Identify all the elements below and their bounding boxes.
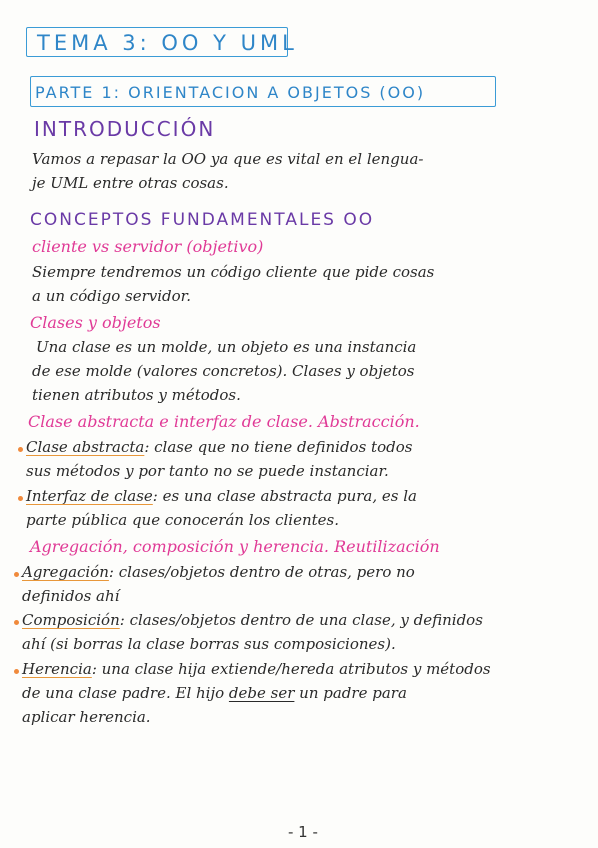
classes-objects-line-3: tienen atributos y métodos. xyxy=(32,386,241,404)
page-title: TEMA 3: OO Y UML xyxy=(26,27,288,57)
intro-line-2: je UML entre otras cosas. xyxy=(32,174,229,192)
aggregation-line-2: definidos ahí xyxy=(22,587,120,605)
abstract-line-2: sus métodos y por tanto no se puede instanciar. xyxy=(26,462,389,480)
reuse-heading: Agregación, composición y herencia. Reutilización xyxy=(30,537,440,556)
composition-term: Composición xyxy=(22,611,120,629)
inheritance-emphasis: debe ser xyxy=(228,684,295,702)
bullet-dot xyxy=(18,496,23,501)
interface-line-2: parte pública que conocerán los clientes. xyxy=(26,511,340,529)
bullet-dot xyxy=(18,447,23,452)
part-title: PARTE 1: ORIENTACION A OBJETOS (OO) xyxy=(30,76,496,107)
inheritance-text-a: de una clase padre. El hijo xyxy=(22,684,229,702)
classes-objects-line-1: Una clase es un molde, un objeto es una instancia xyxy=(36,338,417,356)
interface-line-1 xyxy=(26,487,417,505)
classes-objects-heading: Clases y objetos xyxy=(30,313,161,332)
aggregation-term: Agregación xyxy=(22,563,109,581)
inheritance-line-3: aplicar herencia. xyxy=(22,708,151,726)
concepts-heading: CONCEPTOS FUNDAMENTALES OO xyxy=(30,210,375,230)
abstract-heading: Clase abstracta e interfaz de clase. Abstracción. xyxy=(28,412,420,431)
inheritance-text-b: un padre para xyxy=(294,684,407,702)
abstract-term: Clase abstracta xyxy=(26,438,145,456)
inheritance-line-1 xyxy=(22,660,491,678)
page-number: - 1 - xyxy=(288,823,318,841)
abstract-def: : clase que no tiene definidos todos xyxy=(144,438,413,456)
client-server-line-1: Siempre tendremos un código cliente que pide cosas xyxy=(32,263,435,281)
interface-def: : es una clase abstracta pura, es la xyxy=(152,487,417,505)
interface-term: Interfaz de clase xyxy=(26,487,153,505)
composition-def: : clases/objetos dentro de una clase, y definidos xyxy=(119,611,483,629)
intro-line-1: Vamos a repasar la OO ya que es vital en el lengua- xyxy=(32,150,424,168)
bullet-dot xyxy=(14,572,19,577)
inheritance-term: Herencia xyxy=(22,660,92,678)
bullet-dot xyxy=(14,669,19,674)
aggregation-line-1 xyxy=(22,563,415,581)
bullet-dot xyxy=(14,620,19,625)
intro-heading: INTRODUCCIÓN xyxy=(34,117,216,141)
classes-objects-line-2: de ese molde (valores concretos). Clases y objetos xyxy=(32,362,415,380)
client-server-heading: cliente vs servidor (objetivo) xyxy=(32,237,264,256)
client-server-line-2: a un código servidor. xyxy=(32,287,191,305)
inheritance-line-2 xyxy=(22,684,407,702)
inheritance-def: : una clase hija extiende/hereda atributos y métodos xyxy=(91,660,491,678)
aggregation-def: : clases/objetos dentro de otras, pero no xyxy=(108,563,415,581)
abstract-line-1 xyxy=(26,438,412,456)
composition-line-1 xyxy=(22,611,483,629)
composition-line-2: ahí (si borras la clase borras sus composiciones). xyxy=(22,635,396,653)
